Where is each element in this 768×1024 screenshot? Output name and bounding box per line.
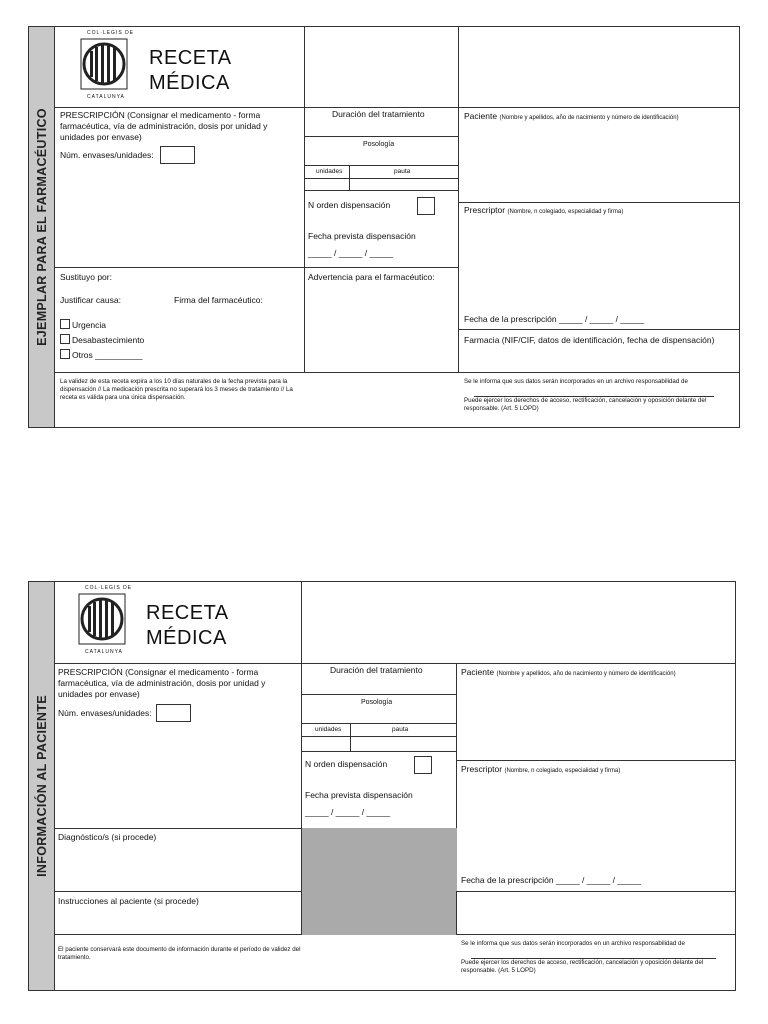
- desabastecimiento-option[interactable]: [60, 334, 144, 346]
- prescription-form-patient: [28, 581, 736, 991]
- form-title-line1: RECETA: [146, 602, 229, 624]
- prescriber-cell: [458, 202, 740, 330]
- patient-label: [464, 111, 679, 122]
- fecha-prevista-label: Fecha prevista dispensación: [308, 231, 416, 241]
- footer-privacy-text-2: Puede ejercer los derechos de acceso, rectificación, cancelación y oposición delante del responsable. (Art. 5 LOPD): [461, 959, 704, 974]
- side-label-bar: [29, 582, 55, 990]
- patient-label-text: Paciente: [464, 111, 498, 121]
- firma-label: Firma del farmacéutico:: [174, 295, 263, 305]
- prescriber-note: (Nombre, n colegiado, especialidad y firma): [504, 768, 621, 774]
- units-divider: [301, 736, 457, 737]
- posology-label: Posología: [361, 699, 393, 706]
- form-title-line2: MÉDICA: [146, 627, 227, 649]
- posology-label: Posología: [363, 141, 395, 148]
- orden-dispensacion-label: N orden dispensación: [305, 759, 388, 769]
- urgencia-option[interactable]: [60, 319, 106, 331]
- units-label: unidades: [315, 726, 342, 733]
- college-seal-logo: [73, 31, 135, 97]
- prescription-label: PRESCRIPCIÓN (Consignar el medicamento - forma farmacéutica, vía de administración, dosis por unidad y unidades por envase): [60, 110, 268, 142]
- urgencia-label: Urgencia: [72, 320, 107, 330]
- fecha-prescripcion-label[interactable]: Fecha de la prescripción _____ / _____ / _____: [464, 314, 645, 324]
- orden-dispensacion-box[interactable]: [417, 197, 435, 215]
- orden-dispensacion-box[interactable]: [414, 756, 432, 774]
- prescriber-label-text: Prescriptor: [461, 764, 503, 774]
- side-label: EJEMPLAR PARA EL FARMACÉUTICO: [34, 108, 49, 346]
- fecha-prevista-label: Fecha prevista dispensación: [305, 790, 413, 800]
- num-envases-box[interactable]: [160, 146, 195, 164]
- patient-note: (Nombre y apellidos, año de nacimiento y número de identificación): [499, 115, 679, 121]
- prescriber-cell: [456, 760, 736, 892]
- otros-checkbox[interactable]: [60, 349, 70, 359]
- footer-privacy-text-1: Se le informa que sus datos serán incorporados en un archivo responsabilidad de: [461, 940, 685, 947]
- logo-ring-bottom: CATALUNYA: [87, 94, 125, 100]
- num-envases-label: Núm. envases/unidades:: [60, 150, 154, 160]
- desabastecimiento-label: Desabastecimiento: [72, 335, 145, 345]
- desabastecimiento-checkbox[interactable]: [60, 334, 70, 344]
- num-envases-box[interactable]: [156, 704, 191, 722]
- side-label: INFORMACIÓN AL PACIENTE: [34, 695, 49, 877]
- justificar-label: Justificar causa:: [60, 295, 121, 305]
- prescriber-note: (Nombre, n colegiado, especialidad y firma): [507, 209, 624, 215]
- pauta-label: pauta: [392, 726, 409, 733]
- prescriber-label-text: Prescriptor: [464, 205, 506, 215]
- duration-label: Duración del tratamiento: [330, 665, 423, 675]
- shaded-block: [302, 828, 457, 935]
- num-envases-label: Núm. envases/unidades:: [58, 708, 152, 718]
- patient-note: (Nombre y apellidos, año de nacimiento y número de identificación): [496, 671, 676, 677]
- prescription-label: PRESCRIPCIÓN (Consignar el medicamento - forma farmacéutica, vía de administración, dosis por unidad y unidades por envase): [58, 667, 266, 699]
- fecha-prescripcion-label[interactable]: Fecha de la prescripción _____ / _____ / _____: [461, 875, 642, 885]
- logo-ring-top: COL·LEGIS DE: [87, 30, 135, 36]
- urgencia-checkbox[interactable]: [60, 319, 70, 329]
- college-seal-logo: [71, 586, 133, 652]
- units-label: unidades: [316, 168, 343, 175]
- header-blank-mid: [304, 26, 459, 108]
- patient-label-text: Paciente: [461, 667, 495, 677]
- patient-label: [461, 667, 676, 678]
- units-divider: [304, 178, 459, 179]
- sustituyo-label: Sustituyo por:: [60, 272, 112, 282]
- form-title-line1: RECETA: [149, 47, 232, 69]
- advertencia-label: Advertencia para el farmacéutico:: [308, 272, 435, 282]
- fecha-prevista-blanks[interactable]: _____ / _____ / _____: [305, 807, 391, 817]
- footer-patient-note: El paciente conservará este documento de información durante el período de validez del tratamiento.: [58, 946, 301, 961]
- otros-option[interactable]: [60, 349, 142, 361]
- prescriber-label: [464, 205, 623, 216]
- orden-dispensacion-label: N orden dispensación: [308, 200, 391, 210]
- otros-label: Otros __________: [72, 350, 143, 360]
- form-title-line2: MÉDICA: [149, 72, 230, 94]
- footer-privacy-text-1: Se le informa que sus datos serán incorporados en un archivo responsabilidad de: [464, 378, 688, 385]
- instructions-label: Instrucciones al paciente (si procede): [58, 896, 199, 906]
- duration-label: Duración del tratamiento: [332, 109, 425, 119]
- pauta-label: pauta: [394, 168, 411, 175]
- footer-validity-text: La validez de esta receta expira a los 10 días naturales de la fecha prevista para la dispensación // La medicación prescrita no superará los 3 meses de tratamiento // La receta es válida para una única dispensación.: [60, 378, 293, 401]
- farmacia-label: Farmacia (NIF/CIF, datos de identificación, fecha de dispensación): [464, 335, 715, 345]
- instructions-right-cell: [456, 891, 736, 935]
- footer-privacy-text-2: Puede ejercer los derechos de acceso, rectificación, cancelación y oposición delante del responsable. (Art. 5 LOPD): [464, 397, 707, 412]
- prescription-form-pharmacist: [28, 26, 740, 428]
- diagnosis-label: Diagnóstico/s (si procede): [58, 832, 157, 842]
- prescriber-label: [461, 764, 620, 775]
- logo-ring-bottom: CATALUNYA: [85, 649, 123, 655]
- logo-ring-top: COL·LEGIS DE: [85, 585, 133, 591]
- side-label-bar: [29, 27, 55, 427]
- fecha-prevista-blanks[interactable]: _____ / _____ / _____: [308, 248, 394, 258]
